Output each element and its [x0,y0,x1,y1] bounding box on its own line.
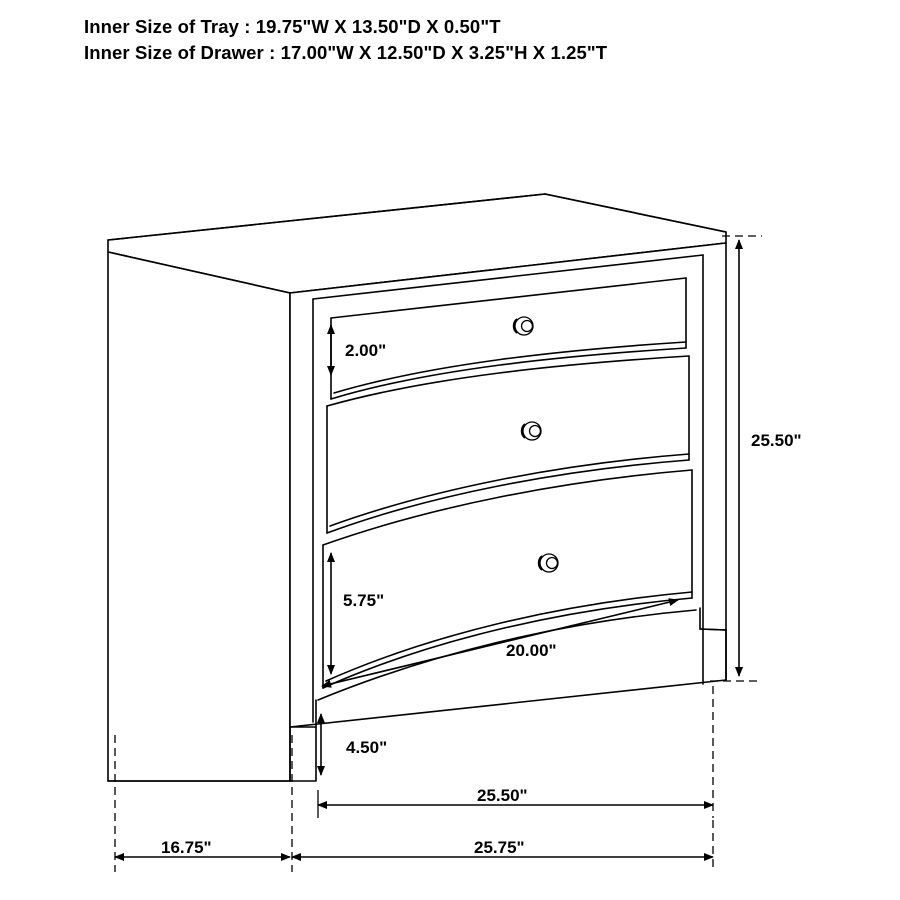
dim-label-leg-height: 4.50" [346,738,388,757]
dim-label-overall-height: 25.50" [751,431,802,450]
left-side-panel [108,252,290,781]
dim-label-drawer-front-width: 20.00" [506,641,557,660]
dim-label-bottom-drawer-height: 5.75" [343,591,385,610]
dim-label-front-width: 25.50" [477,786,528,805]
leg-right-inner [700,629,726,630]
dim-label-top-drawer-height: 2.00" [345,341,387,360]
dim-label-depth: 16.75" [161,838,212,857]
inner-size-drawer-text: Inner Size of Drawer : 17.00"W X 12.50"D X 3.25"H X 1.25"T [84,41,608,63]
inner-size-tray-text: Inner Size of Tray : 19.75"W X 13.50"D X 0.50"T [84,16,501,37]
dim-label-overall-width: 25.75" [474,838,525,857]
nightstand-body [108,194,726,781]
